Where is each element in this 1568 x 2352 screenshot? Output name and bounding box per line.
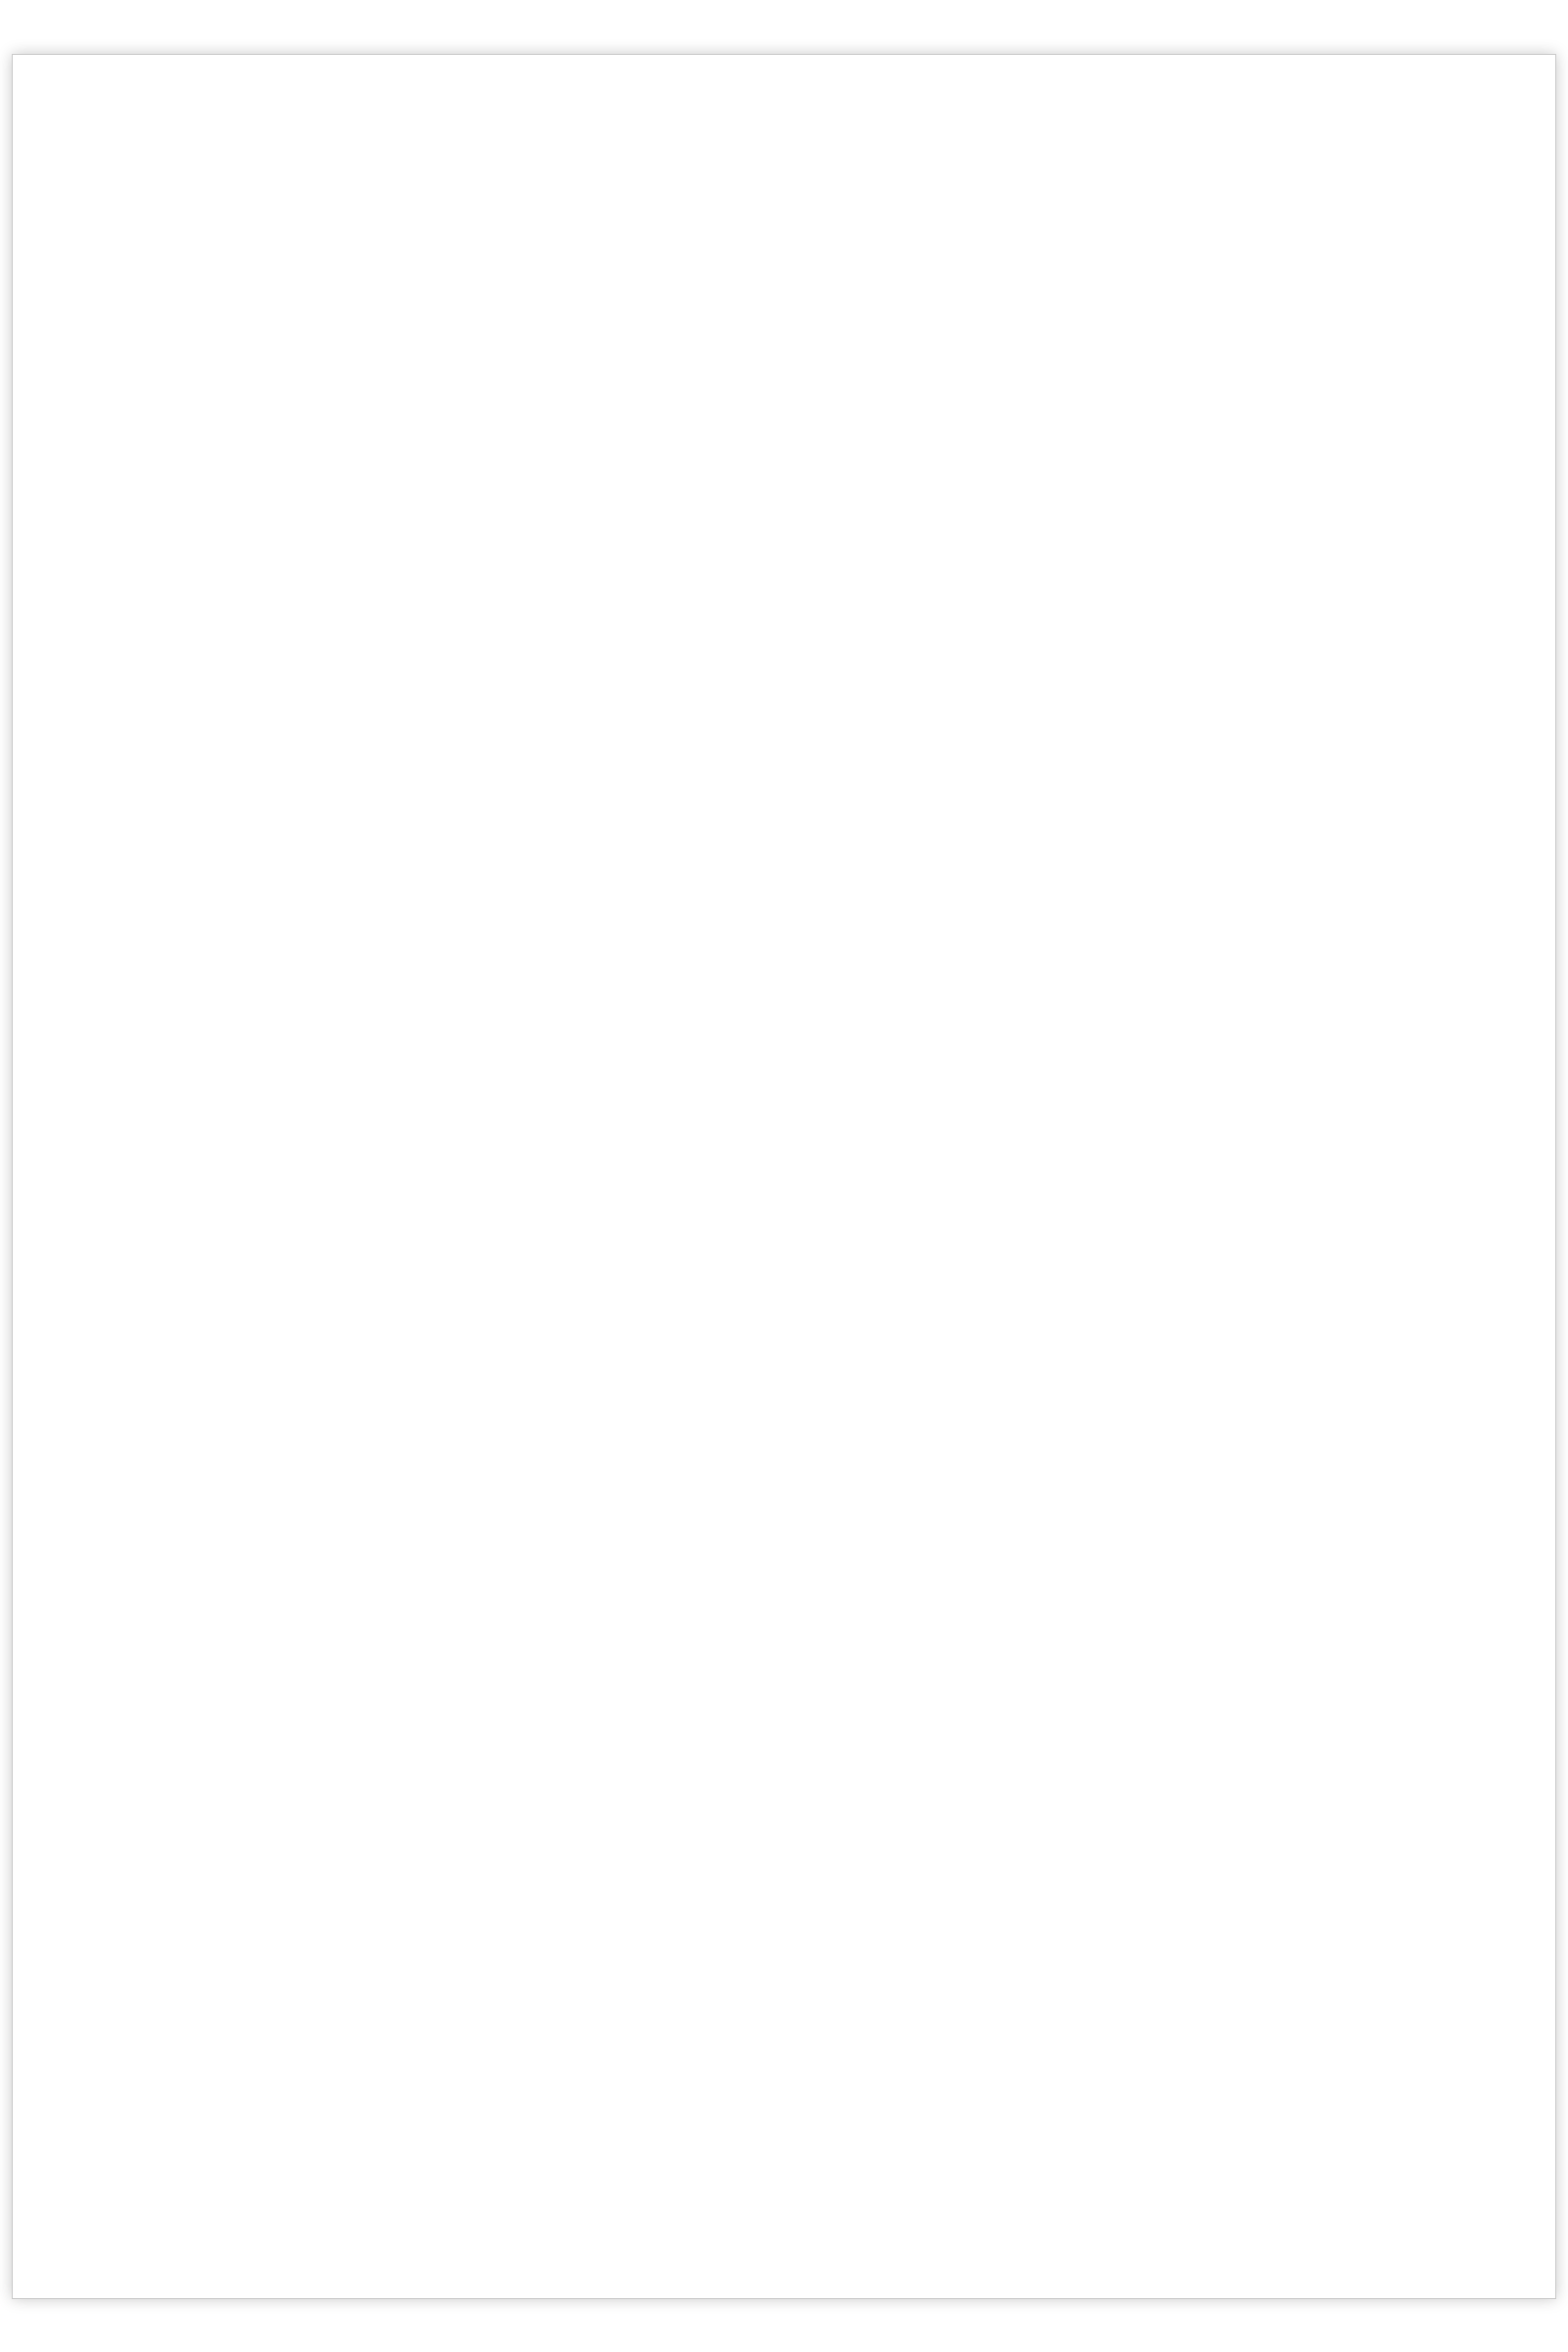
document-page (12, 54, 1556, 2299)
decorative-border-bottom (0, 2295, 1568, 2352)
decorative-border-top (0, 0, 1568, 57)
